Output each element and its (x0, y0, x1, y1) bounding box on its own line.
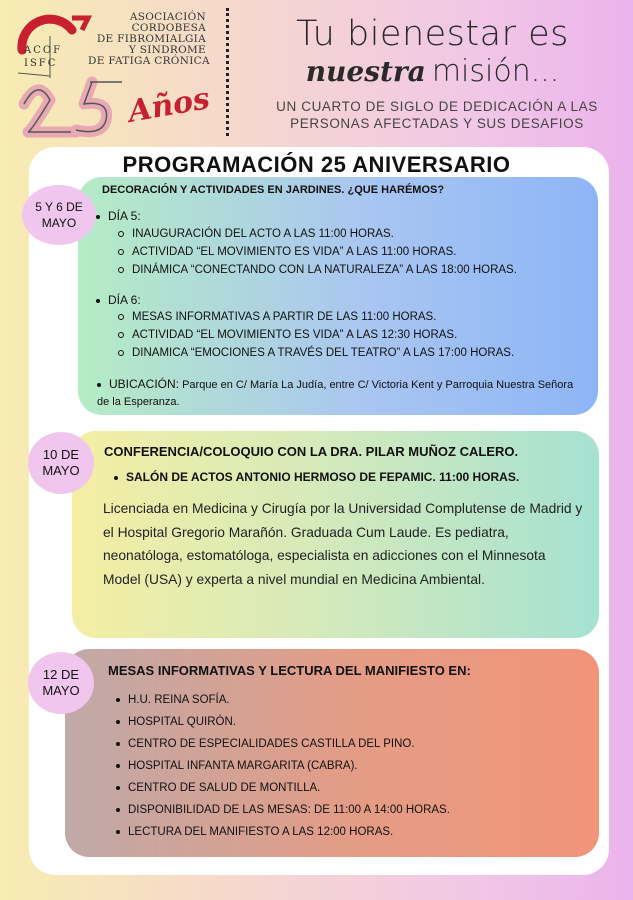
list-item: CENTRO DE ESPECIALIDADES CASTILLA DEL PINO. (116, 738, 415, 750)
bullet-icon (116, 742, 120, 746)
bullet-icon (116, 698, 120, 702)
list-item: H.U. REINA SOFÍA. (116, 694, 230, 706)
circle-bullet-icon (118, 249, 124, 255)
headline-script-word: nuestra (305, 55, 426, 88)
header-divider (226, 8, 229, 136)
list-item: DINAMICA “EMOCIONES A TRAVÉS DEL TEATRO” A LAS 17:00 HORAS. (118, 347, 514, 359)
bullet-icon (116, 720, 120, 724)
speaker-bio: Licenciada en Medicina y Cirugía por la Universidad Complutense de Madrid y el Hospital Gregorio Marañón. Graduada Cum Laude. Es pediatra, neonatóloga, estomatóloga, especialista en adicciones con el Minnesota Model (USA) y experta a nivel mundial en Medicina Ambiental. (103, 501, 583, 587)
list-item: HOSPITAL INFANTA MARGARITA (CABRA). (116, 760, 358, 772)
anniversary-number (60, 120, 61, 121)
headline (240, 14, 625, 90)
day-6-label: DÍA 6: (96, 293, 141, 307)
headline-line2 (240, 54, 625, 90)
poster-header (0, 0, 633, 145)
org-line: CORDOBESA (131, 22, 206, 34)
circle-bullet-icon (118, 267, 124, 273)
list-item: MESAS INFORMATIVAS A PARTIR DE LAS 11:00 HORAS. (118, 311, 436, 323)
date-badge-may-12 (28, 652, 94, 714)
org-line: DE FATIGA CRÓNICA (88, 55, 210, 67)
list-item: CENTRO DE SALUD DE MONTILLA. (116, 782, 320, 794)
conference-venue: SALÓN DE ACTOS ANTONIO HERMOSO DE FEPAMIC. 11:00 HORAS. (114, 470, 519, 484)
list-item: ACTIVIDAD “EL MOVIMIENTO ES VIDA” A LAS 11:00 HORAS. (118, 246, 456, 258)
circle-bullet-icon (118, 350, 124, 356)
org-line: DE FIBROMIALGIA (96, 33, 206, 45)
badge-line: MAYO (42, 683, 80, 698)
circle-bullet-icon (118, 332, 124, 338)
list-item: HOSPITAL QUIRÓN. (116, 716, 236, 728)
program-title: PROGRAMACIÓN 25 ANIVERSARIO (122, 152, 511, 177)
circle-bullet-icon (118, 314, 124, 320)
bullet-icon (116, 808, 120, 812)
bullet-icon (114, 476, 118, 480)
date-badge-may-10 (28, 432, 94, 494)
list-item: LECTURA DEL MANIFIESTO A LAS 12:00 HORAS. (116, 826, 393, 838)
day-5-label: DÍA 5: (96, 209, 141, 223)
circle-bullet-icon (118, 231, 124, 237)
section-title: DECORACIÓN Y ACTIVIDADES EN JARDINES. ¿QUE HARÉMOS? (102, 184, 445, 196)
headline-subtitle: UN CUARTO DE SIGLO DE DEDICACIÓN A LAS PERSONAS AFECTADAS Y SUS DESAFIOS (276, 99, 598, 131)
badge-line: 5 Y 6 DE (35, 200, 83, 214)
section-title: CONFERENCIA/COLOQUIO CON LA DRA. PILAR MUÑOZ CALERO. (104, 444, 519, 459)
list-item: INAUGURACIÓN DEL ACTO A LAS 11:00 HORAS. (118, 228, 394, 240)
badge-line: MAYO (41, 216, 77, 230)
bullet-icon (96, 215, 100, 219)
bullet-icon (96, 299, 100, 303)
bullet-icon (116, 764, 120, 768)
section-title: MESAS INFORMATIVAS Y LECTURA DEL MANIFIESTO EN: (108, 663, 471, 678)
list-item: ACTIVIDAD “EL MOVIMIENTO ES VIDA” A LAS 12:30 HORAS. (118, 329, 457, 341)
org-line: Y SINDROME (128, 44, 206, 56)
badge-line: 10 DE (42, 447, 80, 462)
bullet-icon (97, 383, 101, 387)
date-badge-may-5-6 (22, 185, 96, 245)
bullet-icon (116, 830, 120, 834)
list-item: DINÁMICA “CONECTANDO CON LA NATURALEZA” A LAS 18:00 HORAS. (118, 264, 517, 276)
anniversary-word: Años (125, 81, 213, 130)
badge-line: MAYO (42, 463, 80, 478)
bullet-icon (116, 786, 120, 790)
list-item: DISPONIBILIDAD DE LAS MESAS: DE 11:00 A 14:00 HORAS. (116, 804, 450, 816)
badge-line: 12 DE (42, 667, 80, 682)
logo-letters: ACOFISFC (24, 45, 63, 69)
location: UBICACIÓN: Parque en C/ María La Judía, entre C/ Victoria Kent y Parroquia Nuestra Señora de la Esperanza. (97, 377, 574, 408)
org-line: ASOCIACIÓN (129, 11, 206, 23)
headline-line1: Tu bienestar es (296, 14, 569, 54)
headline-mission: misión... (431, 54, 560, 89)
association-name (88, 11, 210, 67)
